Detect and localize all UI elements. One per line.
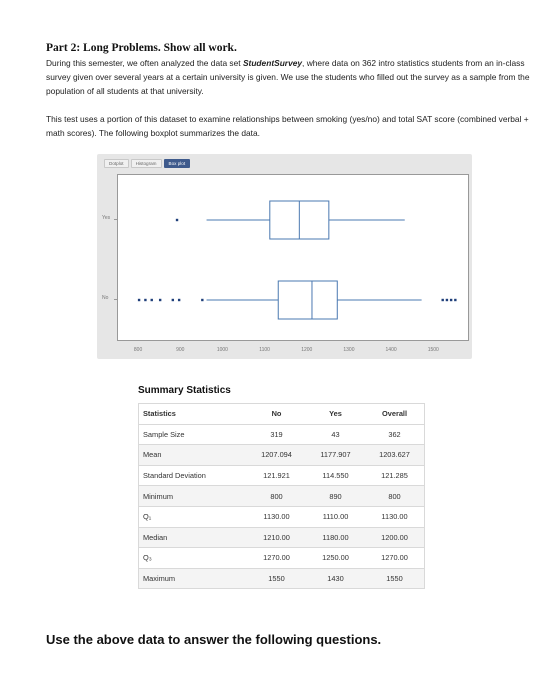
table-row <box>139 445 425 466</box>
x-tick-label: 1500 <box>427 347 439 353</box>
table-row <box>139 465 425 486</box>
cell-overall: 1550 <box>365 568 425 589</box>
row-label: Sample Size <box>139 424 248 445</box>
table-row <box>139 568 425 589</box>
outlier-point-no <box>151 299 153 301</box>
task-paragraph: This test uses a portion of this dataset to examine relationships between smoking (yes/no) and total SAT score (combined verbal + math scores). The following boxplot summarizes the data. <box>46 114 529 138</box>
cell-overall: 1200.00 <box>365 527 425 548</box>
x-tick-label: 900 <box>176 347 185 353</box>
table-row <box>139 506 425 527</box>
category-label-yes: Yes <box>102 215 111 221</box>
x-tick-label: 1400 <box>385 347 397 353</box>
cell-no: 1550 <box>247 568 306 589</box>
row-label: Median <box>139 527 248 548</box>
table-row <box>139 527 425 548</box>
cell-yes: 890 <box>306 486 365 507</box>
column-header-yes: Yes <box>306 404 365 425</box>
row-label: Mean <box>139 445 248 466</box>
intro-paragraph <box>46 56 546 98</box>
cell-no: 319 <box>247 424 306 445</box>
outlier-point-no <box>446 299 448 301</box>
intro-text-pre: During this semester, we often analyzed the data set <box>46 58 243 68</box>
cell-overall: 800 <box>365 486 425 507</box>
outlier-point-no <box>159 299 161 301</box>
tab-histogram[interactable]: Histogram <box>131 159 162 168</box>
outlier-point-no <box>454 299 456 301</box>
outlier-point-no <box>138 299 140 301</box>
outlier-point-no <box>201 299 203 301</box>
cell-no: 1270.00 <box>247 548 306 569</box>
boxplot-plot-area <box>117 174 469 341</box>
column-header-overall: Overall <box>365 404 425 425</box>
cell-no: 1130.00 <box>247 506 306 527</box>
outlier-point-no <box>172 299 174 301</box>
cell-overall: 1203.627 <box>365 445 425 466</box>
row-label: Minimum <box>139 486 248 507</box>
box-no <box>278 281 337 319</box>
cell-yes: 1110.00 <box>306 506 365 527</box>
summary-title: Summary Statistics <box>138 385 231 396</box>
row-label: Maximum <box>139 568 248 589</box>
category-tick-yes <box>114 219 117 220</box>
cell-yes: 1250.00 <box>306 548 365 569</box>
cell-no: 1210.00 <box>247 527 306 548</box>
cell-yes: 43 <box>306 424 365 445</box>
section-heading: Part 2: Long Problems. Show all work. <box>46 42 237 54</box>
x-tick-label: 1200 <box>301 347 313 353</box>
plot-tabs <box>104 159 190 168</box>
outlier-point-no <box>441 299 443 301</box>
outlier-point-no <box>144 299 146 301</box>
table-row <box>139 486 425 507</box>
cell-yes: 114.550 <box>306 465 365 486</box>
x-tick-label: 1300 <box>343 347 355 353</box>
outlier-point-yes <box>176 219 178 221</box>
row-label: Q₃ <box>139 548 248 569</box>
cell-yes: 1430 <box>306 568 365 589</box>
cell-overall: 1270.00 <box>365 548 425 569</box>
summary-statistics-table <box>138 403 425 589</box>
footer-instruction: Use the above data to answer the following questions. <box>46 632 382 647</box>
cell-no: 800 <box>247 486 306 507</box>
category-tick-no <box>114 299 117 300</box>
table-row <box>139 548 425 569</box>
column-header-no: No <box>247 404 306 425</box>
x-tick-label: 1000 <box>216 347 228 353</box>
cell-no: 121.921 <box>247 465 306 486</box>
x-tick-label: 800 <box>133 347 143 353</box>
row-label: Standard Deviation <box>139 465 248 486</box>
outlier-point-no <box>450 299 452 301</box>
cell-overall: 362 <box>365 424 425 445</box>
boxplot-panel <box>97 154 472 359</box>
cell-yes: 1180.00 <box>306 527 365 548</box>
row-label: Q₁ <box>139 506 248 527</box>
tab-dotplot[interactable]: Dotplot <box>104 159 129 168</box>
column-header-statistics: Statistics <box>139 404 248 425</box>
cell-overall: 1130.00 <box>365 506 425 527</box>
boxplot-chart <box>118 175 468 340</box>
dataset-name: StudentSurvey <box>242 58 303 68</box>
cell-overall: 121.285 <box>365 465 425 486</box>
cell-no: 1207.094 <box>247 445 306 466</box>
table-row <box>139 424 425 445</box>
x-tick-label: 1100 <box>259 347 270 353</box>
table-header-row <box>139 404 425 425</box>
intro-text-post: , where data on 362 intro statistics students from an in-class survey given over several years at a certain university is given. We use the students who filled out the survey as a sample from the population of all students at that university. <box>46 58 530 96</box>
tab-boxplot[interactable]: Box plot <box>164 159 191 168</box>
outlier-point-no <box>178 299 180 301</box>
cell-yes: 1177.907 <box>306 445 365 466</box>
category-label-no: No <box>102 295 109 301</box>
